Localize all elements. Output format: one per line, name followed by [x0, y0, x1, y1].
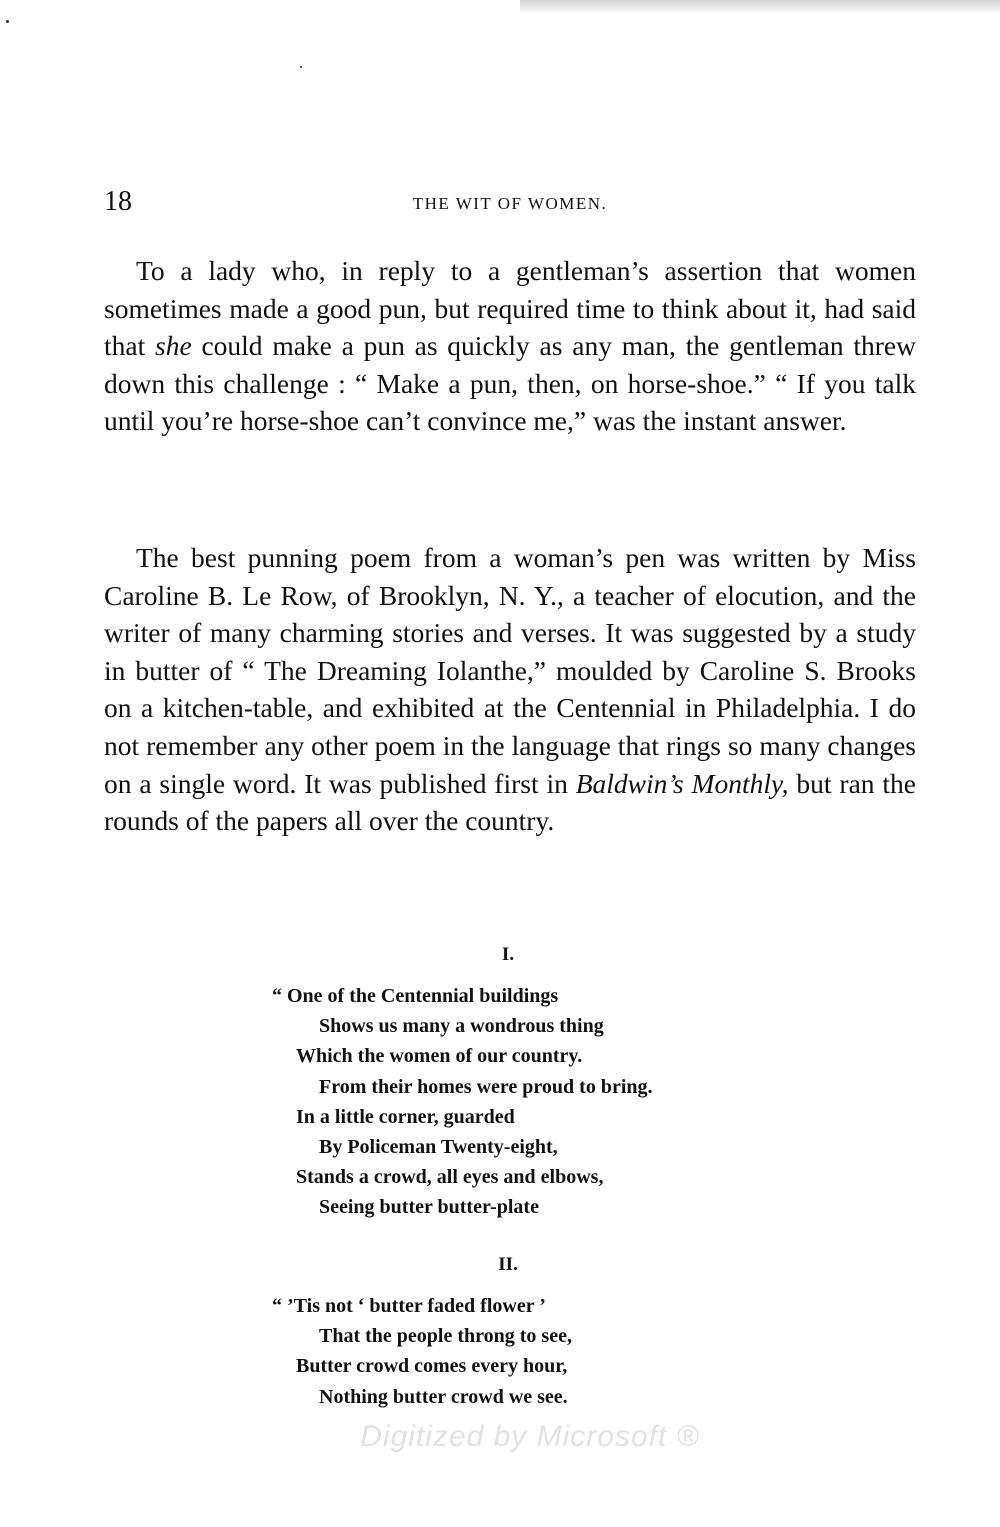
poem-line: Seeing butter butter-plate: [319, 1196, 539, 1219]
emphasis-text: she: [155, 330, 192, 362]
page-number: 18: [104, 186, 132, 217]
poem-line: From their homes were proud to bring.: [319, 1075, 653, 1098]
paragraph-punning-poem-intro: [104, 539, 916, 840]
emphasis-text: Baldwin’s Monthly,: [575, 767, 789, 799]
page-header: [104, 186, 916, 222]
poem-line: That the people throng to see,: [319, 1325, 572, 1348]
poem-line: Which the women of our country.: [296, 1045, 583, 1068]
speck-dot: [6, 20, 9, 23]
stanza-numeral: II.: [498, 1254, 518, 1275]
paragraph-text: The best punning poem from a woman’s pen was written by Miss Caroline B. Le Row, of Brooklyn, N. Y., a teacher of elocution, and the writer of many charming stories and verses. It was suggested by a study in butter of “ The Dreaming Iolanthe,” moulded by Caroline S. Brooks on a kitchen-table, and exhibited at the Centennial in Philadelphia. I do not remember any other poem in the language that rings so many changes on a single word. It was published first in: [104, 542, 916, 799]
digitization-watermark: Digitized by Microsoft ®: [360, 1420, 700, 1453]
poem-line: In a little corner, guarded: [296, 1105, 515, 1128]
scan-edge-shadow: [520, 0, 1000, 14]
poem-line: Stands a crowd, all eyes and elbows,: [296, 1166, 604, 1189]
poem-line: By Policeman Twenty-eight,: [319, 1136, 558, 1159]
running-title: THE WIT OF WOMEN.: [412, 194, 608, 213]
poem-line: Butter crowd comes every hour,: [296, 1355, 568, 1378]
paragraph-text: To a lady who, in reply to a gentleman’s assertion that women sometimes made a good pun, but required time to think about it, had said that: [104, 255, 916, 362]
poem-line: Shows us many a wondrous thing: [319, 1015, 604, 1038]
poem-line: “ ’Tis not ‘ butter faded flower ’: [272, 1295, 546, 1317]
paragraph-horse-shoe-anecdote: [104, 252, 916, 440]
stanza-numeral: I.: [501, 944, 515, 965]
poem-stanza: [272, 1291, 832, 1412]
speck-dot: [300, 66, 302, 68]
poem-line: “ One of the Centennial buildings: [272, 985, 559, 1007]
poem-stanza: [272, 981, 832, 1223]
poem-line: Nothing butter crowd we see.: [319, 1385, 568, 1408]
paragraph-text: could make a pun as quickly as any man, the gentleman threw down this challenge : “ Make a pun, then, on horse-shoe.” “ If you talk until you’re horse-shoe can’t convince me,” was the instant answer.: [104, 330, 916, 437]
paragraph-text: but ran the rounds of the papers all over the country.: [104, 767, 916, 837]
